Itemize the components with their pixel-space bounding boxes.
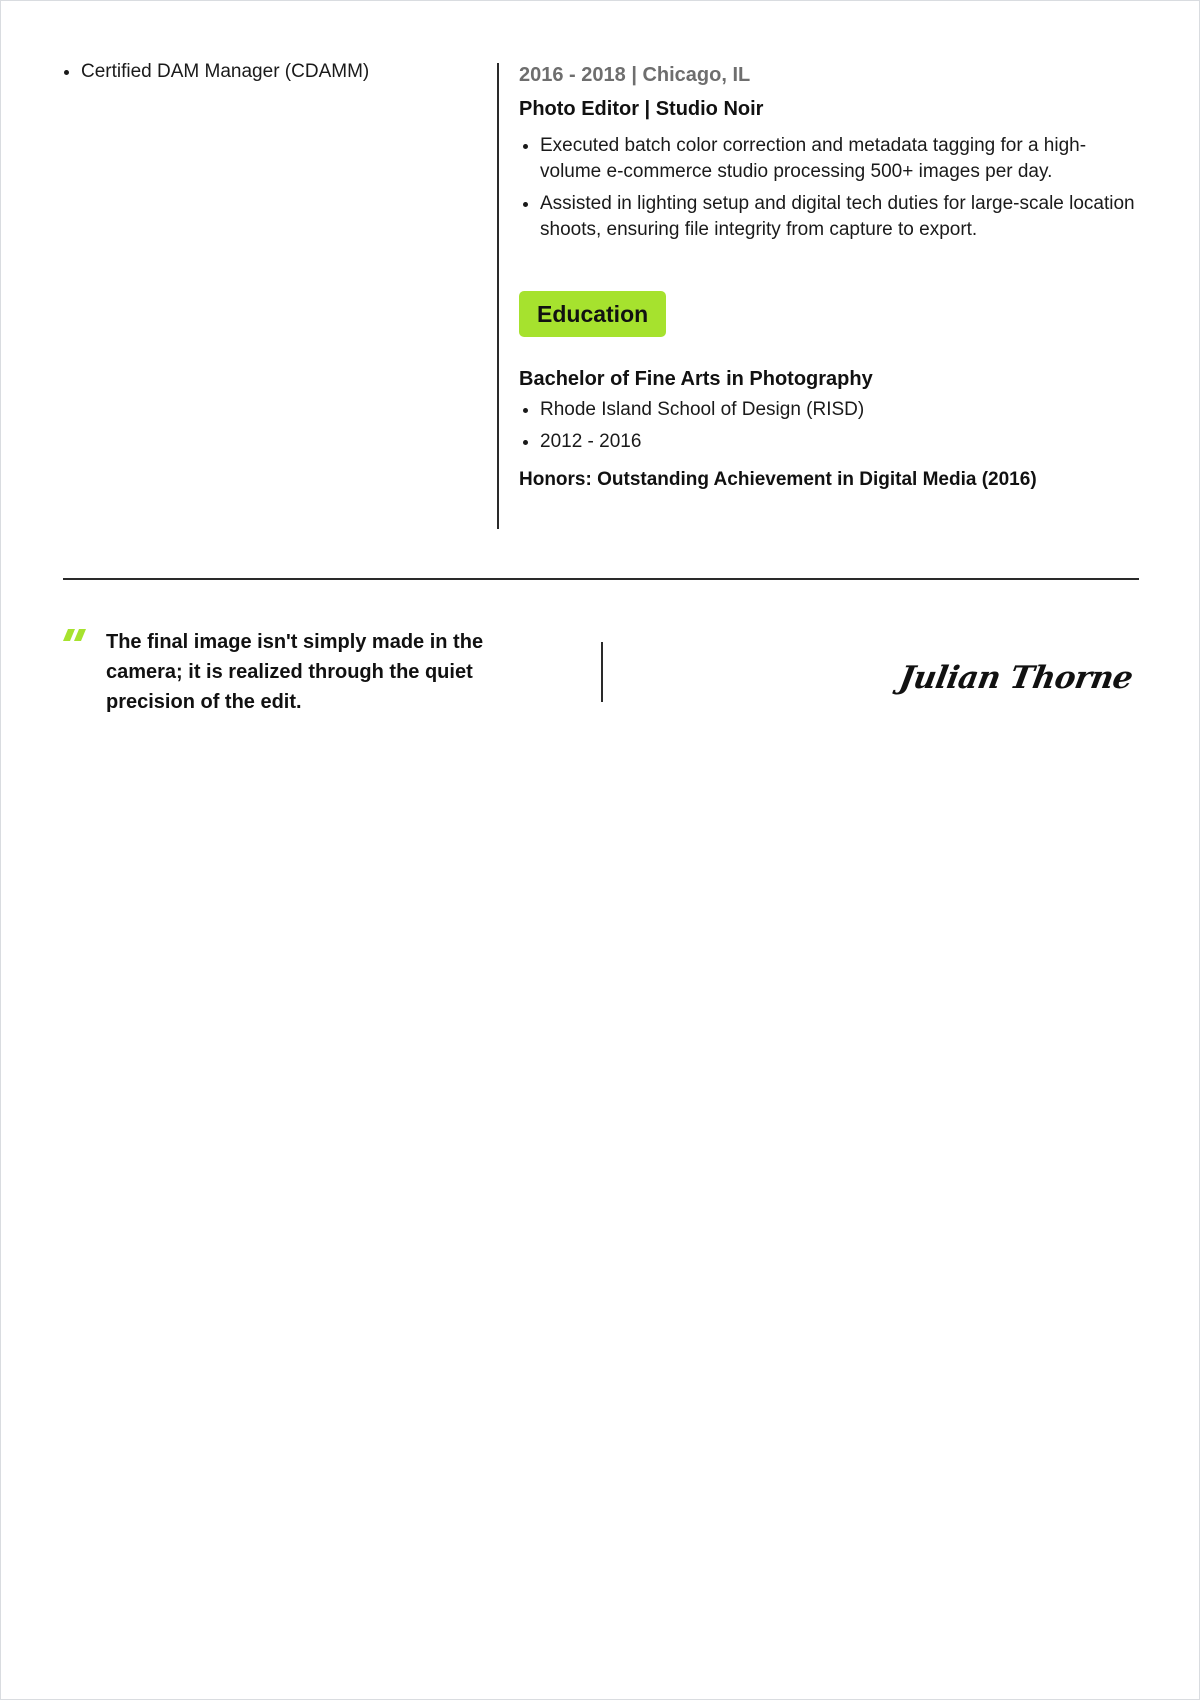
job-title: Photo Editor | Studio Noir: [519, 98, 764, 120]
section-divider: [63, 578, 1139, 580]
education-honors: Honors: Outstanding Achievement in Digital Media (2016): [519, 469, 1037, 490]
quote-divider: [601, 642, 603, 702]
education-years: • 2012 - 2016: [540, 429, 1139, 455]
degree-title: Bachelor of Fine Arts in Photography: [519, 368, 873, 390]
column-divider: [497, 63, 499, 529]
signature-image: [896, 651, 1139, 701]
certifications-column: [57, 59, 477, 85]
svg-text:Julian Thorne: Julian Thorne: [896, 660, 1136, 696]
quote-icon: [63, 629, 87, 647]
job-bullet: • Assisted in lighting setup and digital tech duties for large-scale location shoots, ensuring file integrity from capture to export.: [540, 191, 1139, 243]
job-responsibilities: [519, 133, 1139, 243]
education-details: [519, 397, 1139, 455]
education-heading: Education: [519, 291, 666, 337]
education-school: • Rhode Island School of Design (RISD): [540, 397, 1139, 423]
certification-item: • Certified DAM Manager (CDAMM): [81, 59, 477, 85]
job-dates-location: 2016 - 2018 | Chicago, IL: [519, 64, 751, 86]
quote-text: The final image isn't simply made in the camera; it is realized through the quiet precision of the edit.: [106, 631, 484, 713]
main-column: [519, 61, 1139, 493]
certifications-list: [57, 59, 477, 85]
job-bullet: • Executed batch color correction and metadata tagging for a high-volume e-commerce studio processing 500+ images per day.: [540, 133, 1139, 185]
